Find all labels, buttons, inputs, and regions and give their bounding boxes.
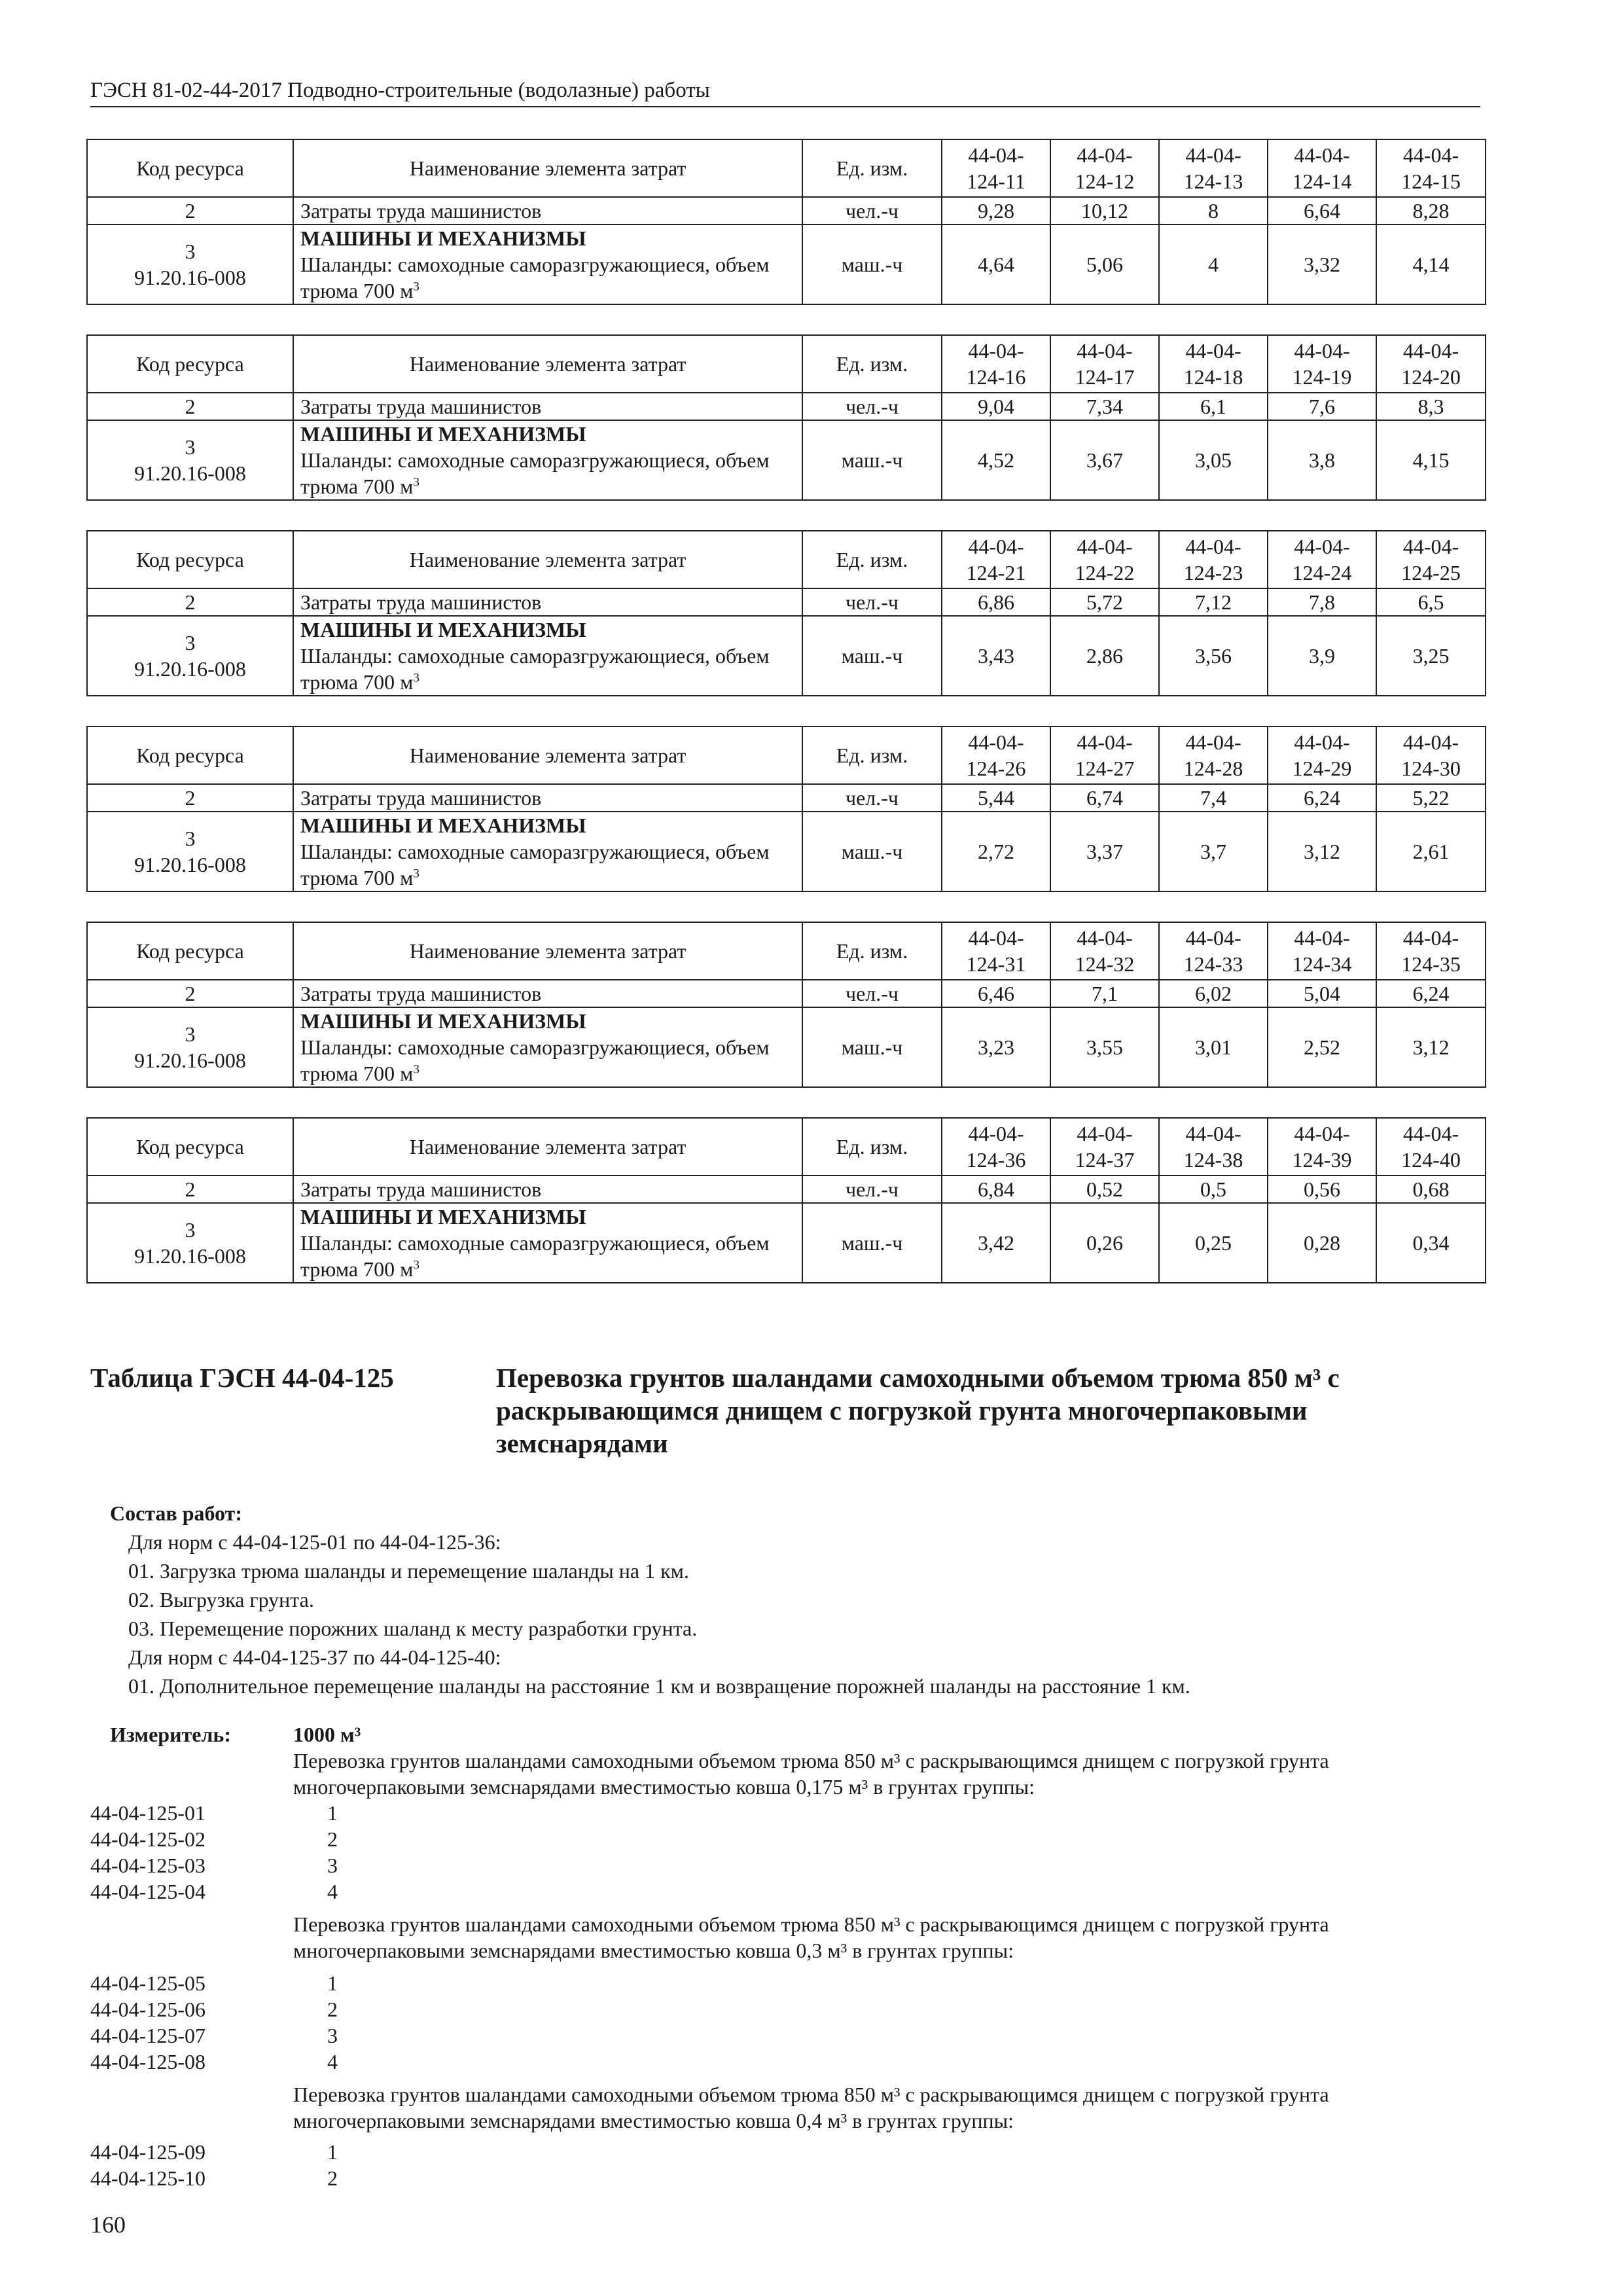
resource-table [86, 726, 1486, 892]
running-header: ГЭСН 81-02-44-2017 Подводно-строительные (водолазные) работы [90, 77, 1480, 107]
resource-value: 7,4 [1159, 784, 1268, 812]
table-row [87, 980, 1486, 1007]
table-header-row [87, 139, 1486, 197]
resource-value: 7,6 [1268, 393, 1376, 420]
resource-value: 3,12 [1268, 812, 1376, 891]
col-name-header: Наименование элемента затрат [293, 922, 802, 980]
resource-value: 3,8 [1268, 420, 1376, 500]
resource-name: Затраты труда машинистов [293, 588, 802, 616]
resource-value: 7,34 [1050, 393, 1159, 420]
table-row [87, 393, 1486, 420]
resource-code: 3 91.20.16-008 [87, 420, 293, 500]
resource-name: Затраты труда машинистов [293, 1175, 802, 1203]
resource-unit: маш.-ч [802, 1007, 942, 1087]
norm-code-header: 44-04- 124-27 [1050, 726, 1159, 784]
table-header-row [87, 531, 1486, 588]
works-line: 02. Выгрузка грунта. [128, 1588, 314, 1611]
soil-group: 4 [327, 2050, 338, 2073]
resource-unit: маш.-ч [802, 616, 942, 696]
resource-value: 6,24 [1268, 784, 1376, 812]
norm-code-header: 44-04- 124-34 [1268, 922, 1376, 980]
resource-value: 5,04 [1268, 980, 1376, 1007]
resource-value: 10,12 [1050, 197, 1159, 224]
resource-value: 3,12 [1376, 1007, 1486, 1087]
norm-code-header: 44-04- 124-35 [1376, 922, 1486, 980]
resource-unit: чел.-ч [802, 980, 942, 1007]
norm-code: 44-04-125-06 [90, 1998, 205, 2021]
resource-unit: чел.-ч [802, 197, 942, 224]
table-row [87, 588, 1486, 616]
norm-code-header: 44-04- 124-28 [1159, 726, 1268, 784]
works-composition [110, 1499, 1190, 1700]
norm-code-header: 44-04- 124-19 [1268, 335, 1376, 393]
resource-value: 0,52 [1050, 1175, 1159, 1203]
resource-code: 3 91.20.16-008 [87, 812, 293, 891]
norm-code-header: 44-04- 124-18 [1159, 335, 1268, 393]
resource-name-cell: МАШИНЫ И МЕХАНИЗМЫ Шаланды: самоходные саморазгружающиеся, объем трюма 700 $м^3$ [293, 1203, 802, 1283]
norm-code: 44-04-125-04 [90, 1880, 205, 1903]
resource-name: Затраты труда машинистов [293, 980, 802, 1007]
table-row [87, 812, 1486, 891]
resource-code: 2 [87, 197, 293, 224]
norm-code-header: 44-04- 124-14 [1268, 139, 1376, 197]
resource-value: 2,86 [1050, 616, 1159, 696]
resource-unit: маш.-ч [802, 420, 942, 500]
norm-code-header: 44-04- 124-39 [1268, 1118, 1376, 1175]
resource-name: Шаланды: самоходные саморазгружающиеся, объем трюма 700 м [300, 1231, 770, 1281]
meter-value: 1000 м³ [293, 1723, 361, 1746]
resource-table [86, 922, 1486, 1088]
resource-value: 5,44 [942, 784, 1050, 812]
resource-value: 4,52 [942, 420, 1050, 500]
soil-group: 1 [327, 1801, 338, 1825]
col-code-header: Код ресурса [87, 335, 293, 393]
works-line: 01. Загрузка трюма шаланды и перемещение шаланды на 1 км. [128, 1559, 689, 1583]
norm-code-header: 44-04- 124-40 [1376, 1118, 1486, 1175]
resource-name: Затраты труда машинистов [293, 393, 802, 420]
resource-value: 3,05 [1159, 420, 1268, 500]
col-code-header: Код ресурса [87, 922, 293, 980]
norm-code-header: 44-04- 124-36 [942, 1118, 1050, 1175]
resource-value: 5,06 [1050, 224, 1159, 304]
resource-code: 3 91.20.16-008 [87, 616, 293, 696]
col-name-header: Наименование элемента затрат [293, 726, 802, 784]
resource-value: 9,28 [942, 197, 1050, 224]
resource-value: 6,46 [942, 980, 1050, 1007]
resource-value: 4,14 [1376, 224, 1486, 304]
resource-unit: маш.-ч [802, 224, 942, 304]
norm-code: 44-04-125-05 [90, 1971, 205, 1995]
soil-group: 2 [327, 2166, 338, 2190]
resource-unit: маш.-ч [802, 1203, 942, 1283]
resource-unit: чел.-ч [802, 1175, 942, 1203]
resource-value: 7,1 [1050, 980, 1159, 1007]
resource-value: 3,9 [1268, 616, 1376, 696]
works-line: 01. Дополнительное перемещение шаланды на расстояние 1 км и возвращение порожней шаланды на расстояние 1 км. [128, 1674, 1190, 1698]
resource-value: 6,5 [1376, 588, 1486, 616]
norm-code-header: 44-04- 124-26 [942, 726, 1050, 784]
table-row [87, 1175, 1486, 1203]
resource-value: 0,28 [1268, 1203, 1376, 1283]
resource-name: Затраты труда машинистов [293, 784, 802, 812]
resource-value: 0,26 [1050, 1203, 1159, 1283]
resource-value: 9,04 [942, 393, 1050, 420]
resource-code: 3 91.20.16-008 [87, 1007, 293, 1087]
resource-value: 4,64 [942, 224, 1050, 304]
resource-value: 5,22 [1376, 784, 1486, 812]
norm-description: Перевозка грунтов шаландами самоходными объемом трюма 850 м³ с раскрывающимся днищем с погрузкой грунта многочерпаковыми земснарядами вместимостью ковша 0,3 м³ в грунтах группы: [293, 1912, 1329, 1962]
resource-value: 6,86 [942, 588, 1050, 616]
resource-name-cell: МАШИНЫ И МЕХАНИЗМЫ Шаланды: самоходные саморазгружающиеся, объем трюма 700 $м^3$ [293, 812, 802, 891]
resource-group-title: МАШИНЫ И МЕХАНИЗМЫ [300, 422, 586, 446]
resource-name: Шаланды: самоходные саморазгружающиеся, объем трюма 700 м [300, 448, 770, 498]
soil-group: 3 [327, 1854, 338, 1877]
norm-code-header: 44-04- 124-23 [1159, 531, 1268, 588]
norm-code: 44-04-125-07 [90, 2024, 205, 2047]
norm-code: 44-04-125-09 [90, 2140, 205, 2164]
resource-name-cell: МАШИНЫ И МЕХАНИЗМЫ Шаланды: самоходные саморазгружающиеся, объем трюма 700 $м^3$ [293, 1007, 802, 1087]
resource-name: Шаланды: самоходные саморазгружающиеся, объем трюма 700 м [300, 840, 770, 889]
resource-value: 8,3 [1376, 393, 1486, 420]
resource-value: 0,34 [1376, 1203, 1486, 1283]
resource-unit: чел.-ч [802, 393, 942, 420]
col-code-header: Код ресурса [87, 1118, 293, 1175]
norm-code: 44-04-125-08 [90, 2050, 205, 2073]
col-name-header: Наименование элемента затрат [293, 139, 802, 197]
col-code-header: Код ресурса [87, 139, 293, 197]
table-header-row [87, 726, 1486, 784]
norm-code-header: 44-04- 124-30 [1376, 726, 1486, 784]
works-line: 03. Перемещение порожних шаланд к месту разработки грунта. [128, 1617, 698, 1640]
resource-unit: чел.-ч [802, 784, 942, 812]
resource-value: 3,25 [1376, 616, 1486, 696]
works-line: Для норм с 44-04-125-37 по 44-04-125-40: [128, 1645, 501, 1669]
table-row [87, 224, 1486, 304]
resource-value: 8,28 [1376, 197, 1486, 224]
resource-code: 3 91.20.16-008 [87, 1203, 293, 1283]
resource-value: 7,12 [1159, 588, 1268, 616]
resource-code: 2 [87, 1175, 293, 1203]
norm-description: Перевозка грунтов шаландами самоходными объемом трюма 850 м³ с раскрывающимся днищем с погрузкой грунта многочерпаковыми земснарядами вместимостью ковша 0,4 м³ в грунтах группы: [293, 2083, 1329, 2132]
table-row [87, 1007, 1486, 1087]
col-code-header: Код ресурса [87, 531, 293, 588]
resource-code: 2 [87, 588, 293, 616]
resource-value: 6,24 [1376, 980, 1486, 1007]
norm-code-header: 44-04- 124-22 [1050, 531, 1159, 588]
page-number: 160 [90, 2212, 126, 2238]
norm-code-header: 44-04- 124-16 [942, 335, 1050, 393]
resource-value: 6,74 [1050, 784, 1159, 812]
works-line: Для норм с 44-04-125-01 по 44-04-125-36: [128, 1530, 501, 1554]
resource-value: 6,1 [1159, 393, 1268, 420]
table-row [87, 784, 1486, 812]
norm-code-header: 44-04- 124-15 [1376, 139, 1486, 197]
soil-group: 2 [327, 1827, 338, 1851]
soil-group: 2 [327, 1998, 338, 2021]
col-unit-header: Ед. изм. [802, 139, 942, 197]
norm-description: Перевозка грунтов шаландами самоходными объемом трюма 850 м³ с раскрывающимся днищем с погрузкой грунта многочерпаковыми земснарядами вместимостью ковша 0,175 м³ в грунтах группы: [293, 1749, 1329, 1799]
norm-code: 44-04-125-02 [90, 1827, 205, 1851]
resource-value: 6,64 [1268, 197, 1376, 224]
resource-code: 2 [87, 980, 293, 1007]
resource-value: 3,43 [942, 616, 1050, 696]
works-title: Состав работ: [110, 1501, 243, 1525]
resource-table [86, 530, 1486, 696]
norm-code-header: 44-04- 124-20 [1376, 335, 1486, 393]
norm-code-header: 44-04- 124-11 [942, 139, 1050, 197]
resource-value: 4 [1159, 224, 1268, 304]
table-row [87, 197, 1486, 224]
norm-code: 44-04-125-10 [90, 2166, 205, 2190]
soil-group: 1 [327, 1971, 338, 1995]
col-unit-header: Ед. изм. [802, 531, 942, 588]
resource-value: 3,7 [1159, 812, 1268, 891]
resource-code: 2 [87, 393, 293, 420]
resource-value: 3,37 [1050, 812, 1159, 891]
resource-value: 8 [1159, 197, 1268, 224]
resource-value: 3,42 [942, 1203, 1050, 1283]
norm-code-header: 44-04- 124-25 [1376, 531, 1486, 588]
table-header-row [87, 1118, 1486, 1175]
resource-value: 4,15 [1376, 420, 1486, 500]
resource-value: 0,68 [1376, 1175, 1486, 1203]
col-name-header: Наименование элемента затрат [293, 531, 802, 588]
resource-value: 3,55 [1050, 1007, 1159, 1087]
norm-code-header: 44-04- 124-13 [1159, 139, 1268, 197]
table-label: Таблица ГЭСН 44-04-125 [90, 1363, 394, 1393]
resource-value: 3,56 [1159, 616, 1268, 696]
norm-code-header: 44-04- 124-21 [942, 531, 1050, 588]
table-title: Перевозка грунтов шаландами самоходными объемом трюма 850 м³ с раскрывающимся днищем с погрузкой грунта многочерпаковыми земснарядами [496, 1363, 1340, 1458]
soil-group: 1 [327, 2140, 338, 2164]
resource-group-title: МАШИНЫ И МЕХАНИЗМЫ [300, 814, 586, 837]
resource-value: 6,02 [1159, 980, 1268, 1007]
resource-value: 7,8 [1268, 588, 1376, 616]
col-unit-header: Ед. изм. [802, 1118, 942, 1175]
norm-code: 44-04-125-03 [90, 1854, 205, 1877]
resource-code: 3 91.20.16-008 [87, 224, 293, 304]
resource-value: 3,23 [942, 1007, 1050, 1087]
resource-group-title: МАШИНЫ И МЕХАНИЗМЫ [300, 226, 586, 250]
norm-code-header: 44-04- 124-17 [1050, 335, 1159, 393]
resource-table [86, 1117, 1486, 1283]
resource-value: 0,25 [1159, 1203, 1268, 1283]
resource-value: 2,61 [1376, 812, 1486, 891]
resource-name: Шаланды: самоходные саморазгружающиеся, объем трюма 700 м [300, 644, 770, 694]
table-row [87, 1203, 1486, 1283]
col-code-header: Код ресурса [87, 726, 293, 784]
resource-value: 6,84 [942, 1175, 1050, 1203]
resource-group-title: МАШИНЫ И МЕХАНИЗМЫ [300, 1205, 586, 1229]
resource-value: 5,72 [1050, 588, 1159, 616]
soil-group: 3 [327, 2024, 338, 2047]
col-unit-header: Ед. изм. [802, 922, 942, 980]
norm-code-header: 44-04- 124-37 [1050, 1118, 1159, 1175]
resource-value: 0,5 [1159, 1175, 1268, 1203]
resource-name: Шаланды: самоходные саморазгружающиеся, объем трюма 700 м [300, 253, 770, 302]
col-unit-header: Ед. изм. [802, 335, 942, 393]
resource-value: 0,56 [1268, 1175, 1376, 1203]
norm-code-header: 44-04- 124-38 [1159, 1118, 1268, 1175]
norm-code-header: 44-04- 124-32 [1050, 922, 1159, 980]
resource-name-cell: МАШИНЫ И МЕХАНИЗМЫ Шаланды: самоходные саморазгружающиеся, объем трюма 700 $м^3$ [293, 224, 802, 304]
norm-code-header: 44-04- 124-29 [1268, 726, 1376, 784]
col-name-header: Наименование элемента затрат [293, 1118, 802, 1175]
resource-table [86, 334, 1486, 501]
norm-code: 44-04-125-01 [90, 1801, 205, 1825]
meter-label: Измеритель: [110, 1723, 231, 1746]
resource-code: 2 [87, 784, 293, 812]
resource-name-cell: МАШИНЫ И МЕХАНИЗМЫ Шаланды: самоходные саморазгружающиеся, объем трюма 700 $м^3$ [293, 420, 802, 500]
table-row [87, 420, 1486, 500]
norm-code-header: 44-04- 124-33 [1159, 922, 1268, 980]
table-header-row [87, 335, 1486, 393]
norm-code-header: 44-04- 124-12 [1050, 139, 1159, 197]
soil-group: 4 [327, 1880, 338, 1903]
norm-code-header: 44-04- 124-31 [942, 922, 1050, 980]
col-name-header: Наименование элемента затрат [293, 335, 802, 393]
resource-table [86, 139, 1486, 305]
norm-code-header: 44-04- 124-24 [1268, 531, 1376, 588]
resource-group-title: МАШИНЫ И МЕХАНИЗМЫ [300, 618, 586, 641]
table-row [87, 616, 1486, 696]
resource-tables [86, 139, 1485, 1313]
table-header-row [87, 922, 1486, 980]
col-unit-header: Ед. изм. [802, 726, 942, 784]
resource-name-cell: МАШИНЫ И МЕХАНИЗМЫ Шаланды: самоходные саморазгружающиеся, объем трюма 700 $м^3$ [293, 616, 802, 696]
resource-value: 3,67 [1050, 420, 1159, 500]
resource-name: Затраты труда машинистов [293, 197, 802, 224]
resource-value: 2,72 [942, 812, 1050, 891]
resource-value: 2,52 [1268, 1007, 1376, 1087]
resource-value: 3,32 [1268, 224, 1376, 304]
resource-value: 3,01 [1159, 1007, 1268, 1087]
resource-group-title: МАШИНЫ И МЕХАНИЗМЫ [300, 1009, 586, 1033]
resource-unit: чел.-ч [802, 588, 942, 616]
resource-unit: маш.-ч [802, 812, 942, 891]
resource-name: Шаланды: самоходные саморазгружающиеся, объем трюма 700 м [300, 1035, 770, 1085]
